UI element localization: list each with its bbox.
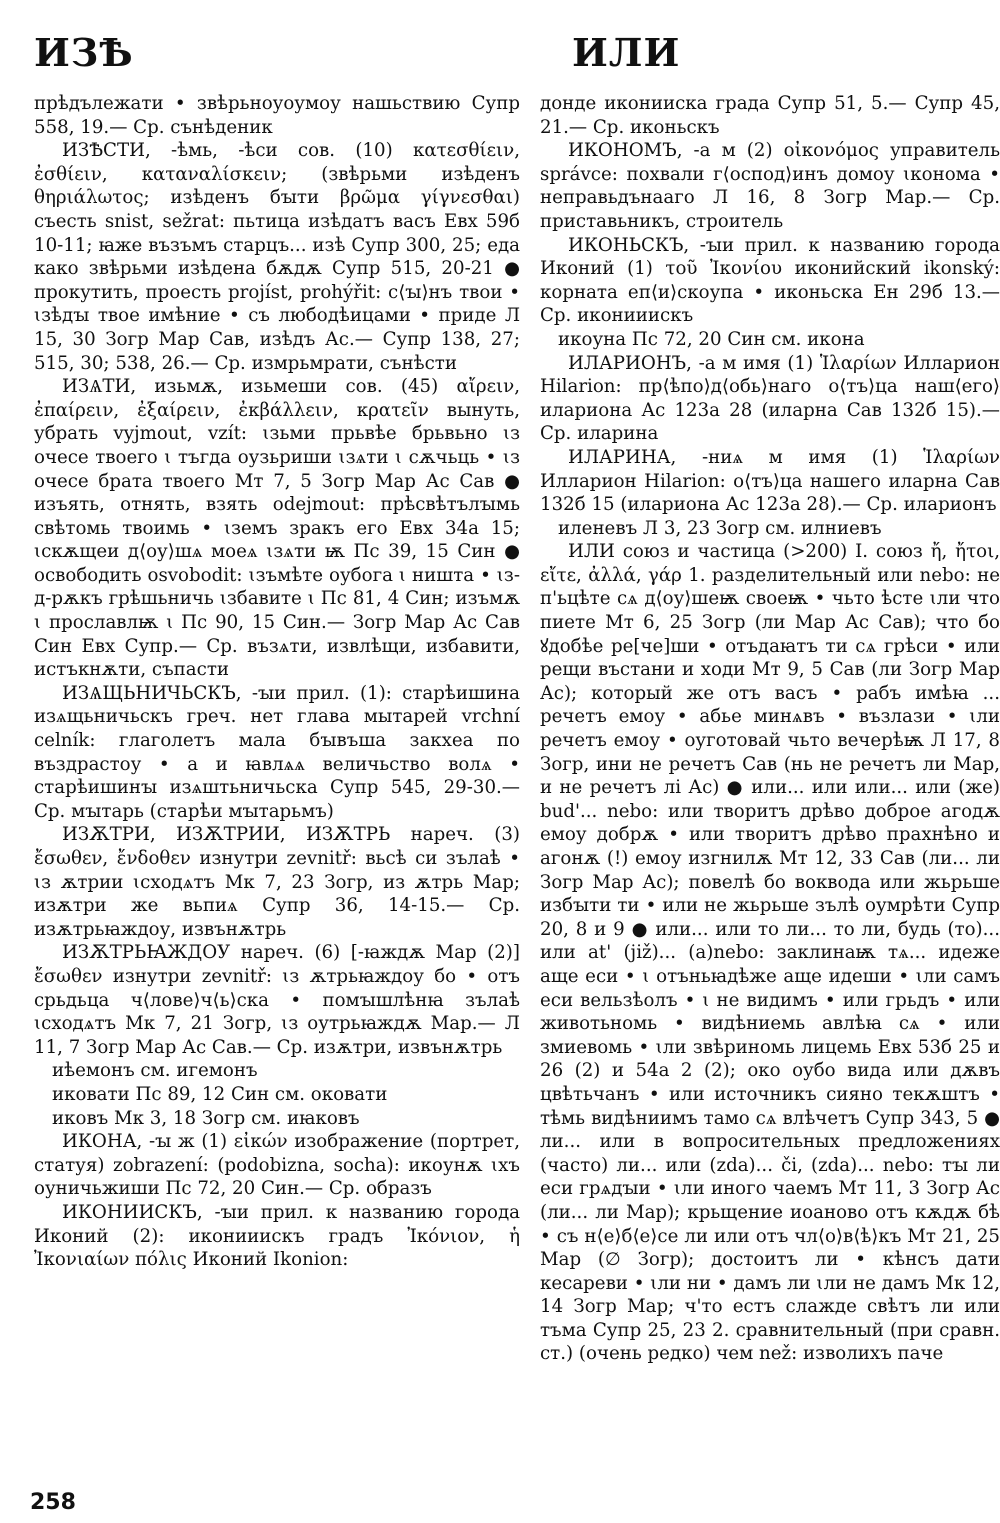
dictionary-entry: ИЗѪТРИ, ИЗѪТРИИ, ИЗѪТРЬ нареч. (3) ἔσωθεν, ἔνδοθεν изнутри zevnitř: вьсѣ си зълаѣ • ꙇз ѫтрии ꙇсходѧтъ Мк 7, 23 Зогр, из ѫтрь Мар; изѫтри же вьпиѧ Супр 36, 14-15.— Ср. изѫтрьꙗждоу, извънѫтрь [34,824,520,940]
dictionary-entry: ИКОНИИСКЪ, -ꙑи прил. к названию города Иконий (2): иконииискъ градъ Ἰκόνιον, ἡ Ἰκονιαίων πόλις Иконий Ikonion: [34,1201,520,1271]
cross-reference-entry: икоуна Пс 72, 20 Син см. икона [558,328,865,350]
dictionary-entry: ИЛАРИНА, -ниѧ м имя (1) Ἱλαρίων Илларион Hilarion: о⟨тъ⟩ца нашего иларна Сав 132б 15 (иларионa Ас 123а 28).— Ср. иларионъ [540,446,1000,516]
cross-reference-entry: иковати Пс 89, 12 Син см. оковати [52,1083,388,1105]
dictionary-entry: ИЗѪТРЬꙖЖДОУ нареч. (6) [-ꙗждѫ Мар (2)] ἔσωθεν изнутри zevnitř: ꙇз ѫтрьꙗждоу бо • отъ срьдьца ч⟨лове⟩ч⟨ь⟩ска • помꙑшлѣнꙗ зълаѣ ꙇсходѧтъ Мк 7, 21 Зогр, ꙇз оутрьꙗждѫ Мар.— Л 11, 7 Зогр Мар Ас Сав.— Ср. изѫтри, извънѫтрь [34,942,520,1058]
right-column [540,92,1000,1366]
entry-continuation: донде иконииска града Супр 51, 5.— Супр 45, 21.— Ср. иконьскъ [540,93,1000,138]
dictionary-entry: ИЛАРИОНЪ, -а м имя (1) Ἱλαρίων Илларион Hilarion: пр⟨ѣпо⟩д⟨обь⟩наго о⟨тъ⟩ца наш⟨его⟩ иларионa Ас 123а 28 (иларна Сав 132б 15).— Ср. иларина [540,352,1000,445]
cross-reference-entry: иковъ Мк 3, 18 Зогр см. иꙗковъ [52,1107,360,1129]
left-running-headword: ИЗѢ [34,30,134,75]
cross-reference-entry: иленевъ Л 3, 23 Зогр см. илниевъ [558,517,882,539]
dictionary-entry: ИЗѦТИ, изьмѫ, изьмеши сов. (45) αἴρειν, ἐπαίρειν, ἐξαίρειν, ἐκβάλλειν, κρατεῖν вынуть, убрать vyjmout, vzít: ꙇзьми прьвѣе брьвьно ꙇз очесе твоего ꙇ тъгда оузьриши ꙇзѧти ꙇ сѫчьць • ꙇз очесе брата твоего Мт 7, 5 Зогр Мар Ас Сав ● изъять, отнять, взять odejmout: прѣсвѣтълꙑмь свѣтомь твоимь • ꙇземъ зракъ его Евх 34а 15; ꙇскѫщеи д⟨оу⟩шѧ моеѧ ꙇзѧти ѭ Пс 39, 15 Син ● освободить osvobodit: ꙇзъмѣте оубога ꙇ ништа • ꙇз-д-рѫкъ грѣшьничь ꙇзбавите ꙇ Пс 81, 4 Син; изъмѫ ꙇ прославлѭ ꙇ Пс 90, 15 Син.— Зогр Мар Ас Сав Син Евх Супр.— Ср. възѧти, извлѣщи, избавити, истъкнѫти, съпасти [34,376,520,681]
dictionary-entry: ИЗѦЩЬНИЧЬСКЪ, -ꙑи прил. (1): старѣишина изѧщьничьскъ греч. нет глава мытарей vrchní celník: глаголетъ мала бꙑвъша закхеа по въздрастоу • а и ꙗвлѧѧ величьство волѧ • старѣишинꙑ изѧштьничьска Супр 545, 29-30.— Ср. мꙑтарь (старѣи мꙑтарьмъ) [34,682,520,822]
dictionary-entry: ИКОНЬСКЪ, -ꙑи прил. к названию города Иконий (1) τοῦ Ἰκονίου иконийский ikonský: корната еп⟨и⟩скоупа • иконьска Ен 29б 13.— Ср. иконииискъ [540,234,1000,327]
dictionary-entry: ИЗѢСТИ, -ѣмь, -ѣси сов. (10) κατεσθίειν, ἐσθίειν, καταναλίσκειν; (звѣрьми изѣденъ θηριάλωτος; изѣденъ бꙑти βρῶμα γίγνεσθαι) съесть snist, sežrat: пьтица изѣдатъ васъ Евх 59б 10-11; ꙗже възъмъ старцъ... изѣ Супр 300, 25; еда како звѣрьми изѣдена бѫдѫ Супр 515, 20-21 ● прокутить, проесть projíst, prohýřit: с⟨ꙑ⟩нъ твои • ꙇзѣдꙑ твое имѣние • съ любодѣицами • приде Л 15, 30 Зогр Мар Сав, изѣдъ Ас.— Супр 138, 27; 515, 30; 538, 26.— Ср. измрьмрати, сънѣсти [34,140,520,374]
dictionary-entry: ИКОНОМЪ, -а м (2) οἰκονόμος управитель správce: похвали г⟨оспод⟩инъ домоу ꙇконома • неправьдънааго Л 16, 8 Зогр Мар.— Ср. приставьникъ, строитель [540,140,1000,232]
page-number: 258 [30,1490,76,1515]
cross-reference-entry: иѣемонъ см. игемонъ [52,1060,258,1082]
dictionary-entry: ИЛИ союз и частица (>200) I. союз ἤ, ἤτοι, εἴτε, ἀλλά, γάρ 1. разделительный или nebo: не п'ьцѣте сѧ д⟨оу⟩шеѭ своеѭ • чьто ѣсте ꙇли что пиете Мт 6, 25 Зогр (ли Мар Ас Сав); что бо ꙋдобѣе ре[че]ши • отъдаꙗтъ ти сѧ грѣси • или рещи въстани и ходи Мт 9, 5 Сав (ли Зогр Мар Ас); который же отъ васъ • рабъ имѣꙗ ... речетъ емоу • абье минѧвъ • възлази • ꙇли речетъ емоу • оуготовай чьто вечерѣѭ Л 17, 8 Зогр, ини не речетъ Сав (нь не речетъ ли Мар, и не речетъ лі Ас) ● или... или или... или (же) bud'... nebo: или творитъ дрѣво доброе агодѫ емоу добрѫ • или творитъ дрѣво прахнѣно и агонѫ (!) емоу изгнилѫ Мт 12, 33 Сав (ли... ли Зогр Мар Ас); повелѣ бо воквода или жьрьше избꙑти ти • или не жьрьше зълѣ оумрѣти Супр 20, 8 и 9 ● или... или то ли... то ли, будь (то)... или at' (již)... (a)nebo: заклинаѭ тѧ... идеже аще еси • ꙇ отъньꙗдѣже аще идеши • ꙇли самъ еси вельзѣолъ • ꙇ не видимъ • или грьдъ • или животьномь • видѣниемь авлѣꙗ сѧ • или змиевомь • ꙇли звѣриномь лицемь Евх 53б 25 и 26 (2) и 54а 2 (2); око оубо вида или дѫвъ цвѣтьчанъ • или источникъ сияно текѫштъ • тѣмь видѣниимъ тамо сѧ влѣчетъ Супр 343, 5 ● ли... или в вопросительных предложениях (часто) ли... или (zda)... či, (zda)... nebo: тꙑ ли еси грѧдꙑи • ꙇли иного чаемъ Мт 11, 3 Зогр Ас (ли... ли Мар); крьщение иоаново отъ кѫдѫ бѣ • съ н⟨е⟩б⟨е⟩се ли или отъ чл⟨о⟩в⟨ѣ⟩къ Мт 21, 25 Мар (∅ Зогр); достоитъ ли • кѣнсъ дати кесареви • ꙇли ни • дамъ ли ꙇли не дамъ Мк 12, 14 Зогр Мар; ч'то естъ слажде свѣтъ ли или тъма Супр 25, 23 2. сравнительный (при сравн. ст.) (очень редко) чем než: изволихъ паче [540,541,1000,1365]
left-column [34,92,520,1272]
entry-continuation: прѣдълежати • звѣрьноуоумоу нашьствию Супр 558, 19.— Ср. сънѣденик [34,93,520,138]
right-running-headword: ИЛИ [572,30,681,75]
column-divider [526,92,527,1492]
dictionary-entry: ИКОНА, -ꙑ ж (1) εἰκών изображение (портрет, статуя) zobrazení: (podobizna, socha): икоунѫ ꙇхъ оуничьжиши Пс 72, 20 Син.— Ср. образъ [34,1131,520,1200]
